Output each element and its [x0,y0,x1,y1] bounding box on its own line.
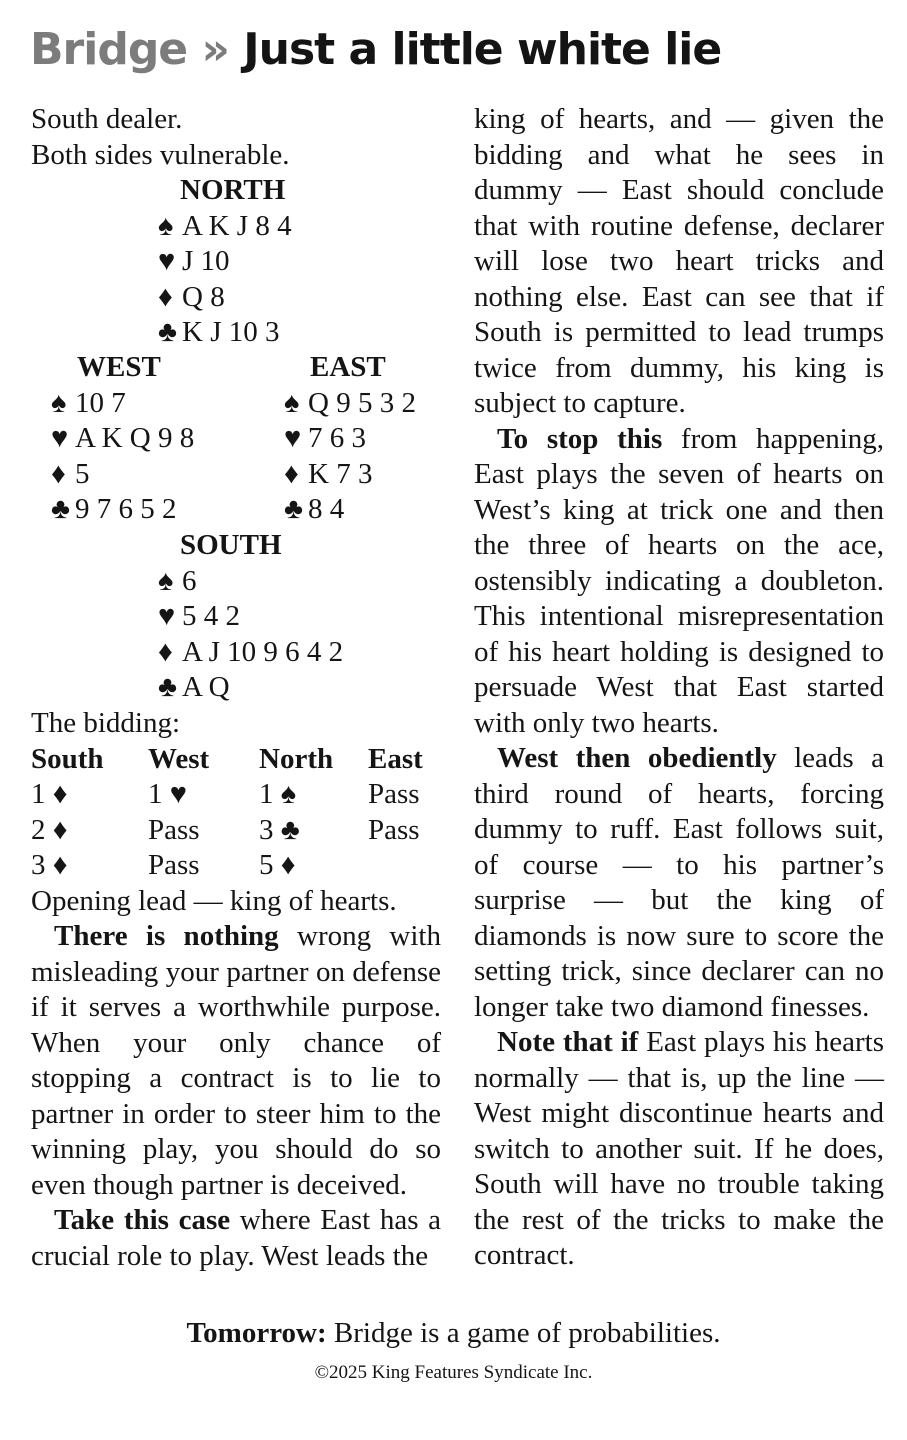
east-label: EAST [310,351,386,383]
bidding-row [31,813,441,849]
copyright: ©2025 King Features Syndicate Inc. [314,1362,593,1383]
paragraph-lead: Take this case [54,1204,231,1236]
article-title: Just a little white lie [243,24,722,75]
tomorrow-text: Bridge is a game of probabilities. [326,1317,721,1349]
bid-header: North [259,742,334,775]
bid-cell: 1 ♥ [148,778,187,810]
tomorrow-label: Tomorrow: [186,1317,327,1349]
west-hearts: ♥ A K Q 9 8 [51,421,194,457]
east-clubs: ♣ 8 4 [284,492,416,528]
vulnerability-line: Both sides vulnerable. [31,138,290,171]
headline [30,22,721,78]
heart-icon: ♥ [51,422,69,454]
bid-cell: Pass [368,813,420,846]
west-label: WEST [77,351,161,383]
bidding-row [31,848,441,884]
bid-cell: 3 ♦ [31,849,68,881]
bid-header: East [368,742,423,775]
north-diamonds: ♦ Q 8 [158,280,292,316]
north-spades: ♠ A K J 8 4 [158,209,292,245]
diamond-icon: ♦ [158,635,173,668]
heart-icon: ♥ [158,245,176,277]
bid-header: West [148,742,210,775]
east-hand [284,350,416,528]
diamond-icon: ♦ [284,457,299,490]
heart-icon: ♥ [158,600,176,632]
club-icon: ♣ [158,316,178,348]
article-paragraph-5: Note that if East plays his hearts normally — that is, up the line — West might discontinue hearts and switch to another suit. If he does, South will have no trouble taking the rest of the tricks to make the contract. [474,1026,884,1271]
bidding-table [31,742,441,884]
article-paragraph-2: Take this case where East has a crucial role to play. West leads the [31,1204,441,1272]
north-hand [158,173,292,351]
right-column [474,102,884,1274]
bid-cell: 3 ♣ [259,813,300,846]
east-spades: ♠ Q 9 5 3 2 [284,386,416,422]
bidding-header-row [31,742,441,778]
paragraph-lead: To stop this [497,422,663,455]
south-diamonds: ♦ A J 10 9 6 4 2 [158,635,343,671]
diamond-icon: ♦ [51,457,66,490]
heart-icon: ♥ [284,422,302,454]
spade-icon: ♠ [51,386,67,419]
paragraph-lead: There is nothing [54,920,279,952]
north-hearts: ♥ J 10 [158,244,292,280]
spade-icon: ♠ [158,209,174,242]
east-hearts: ♥ 7 6 3 [284,421,416,457]
paragraph-lead: Note that if [497,1026,639,1058]
article-paragraph-1: There is nothing wrong with misleading your partner on defense if it serves a worthwhile purpose. When your only chance of stopping a contract is to lie to partner in order to steer him to the winning play, you should do so even though partner is deceived. [31,920,441,1201]
deal-diagram [31,102,441,706]
opening-lead: Opening lead — king of hearts. [31,884,397,917]
west-spades: ♠ 10 7 [51,386,194,422]
left-column [31,102,441,1274]
club-icon: ♣ [51,493,71,525]
section-arrow: » [201,24,229,75]
west-diamonds: ♦ 5 [51,457,194,493]
east-diamonds: ♦ K 7 3 [284,457,416,493]
south-label: SOUTH [180,529,282,561]
tomorrow-teaser [0,1317,907,1350]
bid-cell: 5 ♦ [259,849,296,881]
west-hand [51,350,194,528]
dealer-line: South dealer. [31,103,183,135]
article-paragraph-4: West then obediently leads a third round of hearts, forcing dummy to ruff. East follows suit, of course — to his partner’s surprise — but the king of diamonds is now sure to score the setting trick, since declarer can no longer take two diamond finesses. [474,742,884,1023]
bidding-row [31,777,441,813]
section-label: Bridge [30,24,188,75]
bid-cell: 2 ♦ [31,813,68,846]
bid-cell: 1 ♠ [259,778,297,810]
south-hand [158,528,343,706]
spade-icon: ♠ [284,386,300,419]
west-clubs: ♣ 9 7 6 5 2 [51,492,194,528]
south-spades: ♠ 6 [158,564,343,600]
paragraph-lead: West then obediently [497,742,777,774]
bid-cell: 1 ♦ [31,778,68,810]
bid-header: South [31,742,104,775]
article-paragraph-2-continued: king of hearts, and — given the bidding and what he sees in dummy — East should conclude that with routine defense, declarer will lose two heart tricks and nothing else. East can see that if South is permitted to lead trumps twice from dummy, his king is subject to capture. [474,103,884,419]
north-clubs: ♣ K J 10 3 [158,315,292,351]
bid-cell: Pass [148,813,200,846]
bid-cell: Pass [368,778,420,810]
bidding-label: The bidding: [31,707,181,739]
spade-icon: ♠ [158,564,174,597]
club-icon: ♣ [284,493,304,525]
diamond-icon: ♦ [158,280,173,313]
article-paragraph-3: To stop this from happening, East plays the seven of hearts on West’s king at trick one and then the three of hearts on the ace, ostensibly indicating a doubleton. This intentional misrepresentation of his heart holding is designed to persuade West that East started with only two hearts. [474,422,884,739]
club-icon: ♣ [158,671,178,703]
south-hearts: ♥ 5 4 2 [158,599,343,635]
bid-cell: Pass [148,849,200,881]
north-label: NORTH [180,174,286,206]
south-clubs: ♣ A Q [158,670,343,706]
